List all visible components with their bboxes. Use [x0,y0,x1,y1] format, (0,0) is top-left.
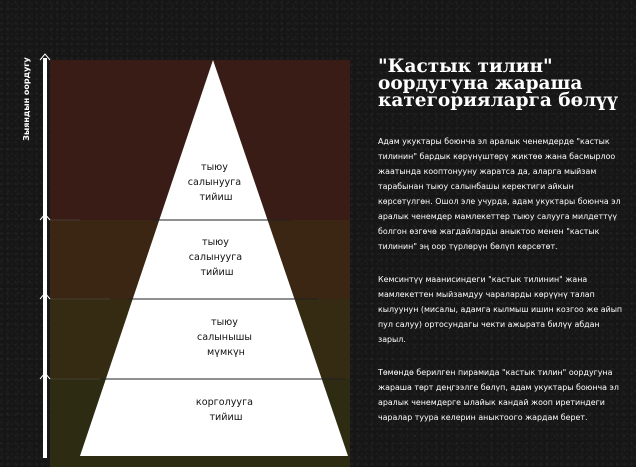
tier-3-label-line: мүмкүн [207,347,245,358]
article-paragraph: Кемсинтүү маанисиндеги "кастык тилинин" жана мамлекеттен мыйзамдуу чараларды көрүүнү талап кылуунун (мисалы, адамга кылмыш ишин козгоо же айып пул салуу) ортосундагы чекти ажырата билүү абдан зарыл. [378,275,623,344]
tier-1-label-line: тыюу [201,162,228,173]
tier-2-label-line: тыюу [202,237,229,248]
tier-4-label-line: корголууга [195,397,254,408]
article-title: "Кастык тилин" оордугуна жараша категорияларга бөлүү [378,56,618,111]
tier-1-label-line: салынууга [187,177,242,188]
tier-2-label-line: салынууга [188,252,243,263]
tier-3-label-line: тыюу [211,317,238,328]
tier-4-label-line: тийиш [209,412,243,423]
tier-3-label-line: салынышы [196,332,252,343]
tier-1-label-line: тийиш [199,192,233,203]
article-paragraph: Адам укуктары боюнча эл аралык ченемдерде "кастык тилинин" бардык көрүнүштөрү жиктөө жана басмырлоо жаатында кооптонууну жаратса да, аларга мыйзам тарабынан тыюу салынбашы керектиги айкын көрсөтүлгөн. Ошол эле учурда, адам укуктары боюнча эл аралык ченемдер мамлекеттер тыюу салууга милдеттүү болгон өзгөчө жагдайларды аныктоо менен "кастык тилинин" эң оор түрлөрүн бөлүп көрсөтөт. [378,137,621,251]
article-paragraph: Төмөндө берилген пирамида "кастык тилин" оордугуна жараша төрт деңгээлге бөлүп, адам укуктары боюнча эл аралык ченемдерге ылайык кандай жооп иретиндеги чаралар туура келерин аныктоого жардам берет. [378,368,619,422]
severity-axis-label: Зыяндын оордугу [22,57,31,141]
tier-2-label-line: тийиш [200,267,234,278]
